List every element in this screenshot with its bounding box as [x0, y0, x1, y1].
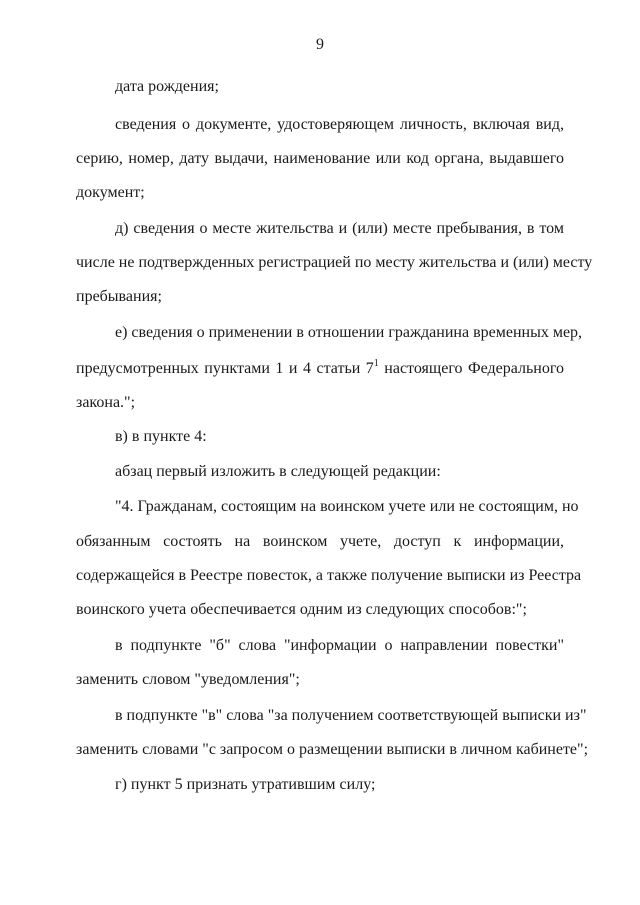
- text-line: обязанным состоять на воинском учете, доступ к информации,: [76, 533, 564, 550]
- text-fragment: предусмотренных пунктами 1 и 4 статьи 7: [76, 360, 374, 377]
- text-line: пребывания;: [76, 288, 162, 305]
- text-line: г) пункт 5 признать утратившим силу;: [115, 776, 376, 793]
- text-line: в подпункте "в" слова "за получением соответствующей выписки из": [115, 707, 587, 724]
- text-line: документ;: [76, 184, 145, 201]
- page-number: 9: [316, 36, 324, 53]
- text-line: д) сведения о месте жительства и (или) месте пребывания, в том: [115, 220, 564, 237]
- text-line: "4. Гражданам, состоящим на воинском учете или не состоящим, но: [115, 498, 579, 515]
- text-line: сведения о документе, удостоверяющем личность, включая вид,: [115, 116, 564, 133]
- text-line: закона.";: [76, 394, 136, 411]
- text-line: е) сведения о применении в отношении гражданина временных мер,: [115, 324, 583, 341]
- superscript: 1: [373, 358, 379, 369]
- text-line: числе не подтвержденных регистрацией по месту жительства и (или) месту: [76, 254, 593, 271]
- text-line: заменить словами "с запросом о размещении выписки в личном кабинете";: [76, 741, 589, 758]
- text-line: абзац первый изложить в следующей редакции:: [115, 463, 441, 480]
- text-line: в) в пункте 4:: [115, 428, 207, 445]
- text-line-with-superscript: [76, 359, 564, 379]
- text-line: в подпункте "б" слова "информации о направлении повестки": [115, 637, 564, 654]
- text-line: серию, номер, дату выдачи, наименование или код органа, выдавшего: [76, 150, 564, 167]
- text-line: дата рождения;: [115, 78, 219, 95]
- text-line: воинского учета обеспечивается одним из следующих способов:";: [76, 601, 527, 618]
- text-line: содержащейся в Реестре повесток, а также получение выписки из Реестра: [76, 567, 582, 584]
- text-line: заменить словом "уведомления";: [76, 671, 300, 688]
- text-fragment: настоящего Федерального: [378, 360, 564, 377]
